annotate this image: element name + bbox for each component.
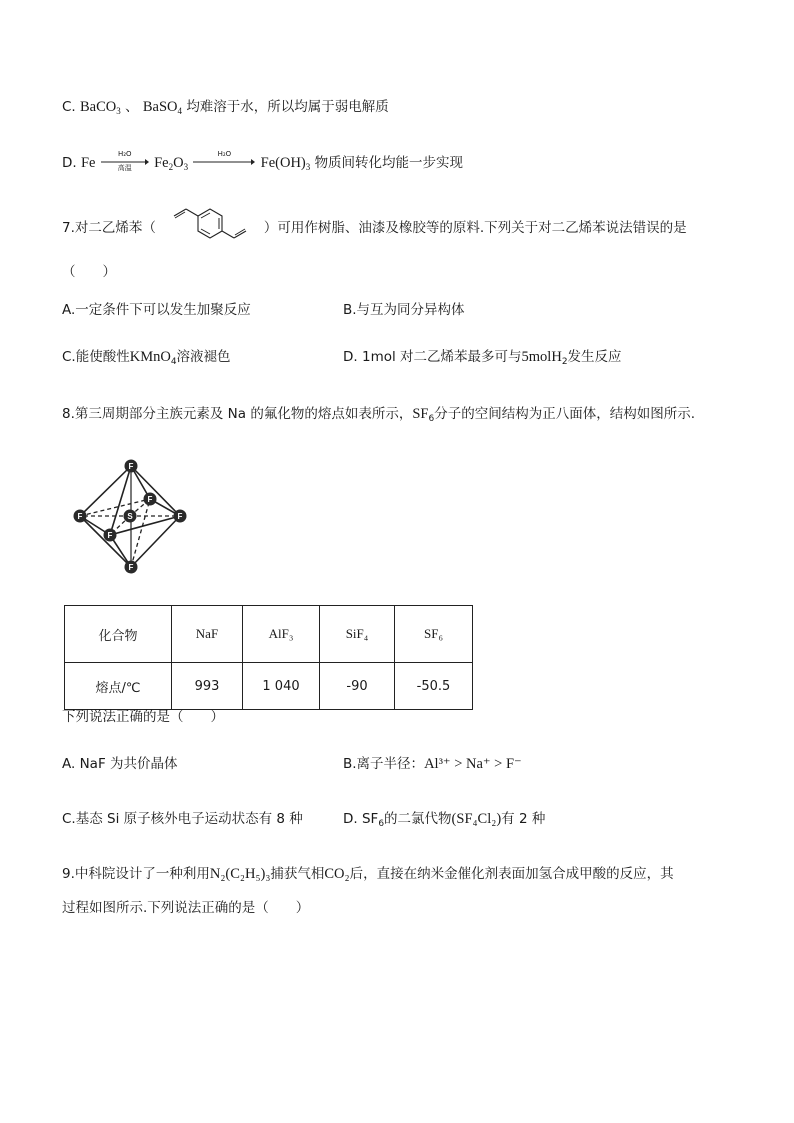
table-cell: NaF xyxy=(172,606,243,663)
q7-option-d: D. 1mol 对二乙烯苯最多可与5molH$_2$发生反应 xyxy=(343,349,622,367)
melting-point-table xyxy=(64,605,473,710)
q8-stem: 8.第三周期部分主族元素及 Na 的氟化物的熔点如表所示，$SF_6$分子的空间结构为正八面体，结构如图所示. xyxy=(62,406,696,424)
separator: 、 xyxy=(125,99,139,115)
table-cell: 化合物 xyxy=(65,606,172,663)
sf6-octahedron-figure xyxy=(62,452,212,582)
formula-baso4: BaSO$_4$ xyxy=(142,99,183,116)
formula-fe2o3: $Fe_2O_3$ xyxy=(154,155,189,172)
table-cell: 熔点/℃ xyxy=(65,663,172,710)
svg-text:F: F xyxy=(128,563,134,572)
q8-option-c: C.基态 Si 原子核外电子运动状态有 8 种 xyxy=(62,811,303,827)
svg-text:F: F xyxy=(147,495,153,504)
q6-option-c xyxy=(62,97,389,121)
answer-blank: （ ） xyxy=(62,264,116,280)
stem-text: ）可用作树脂、油漆及橡胶等的原料.下列关于对二乙烯苯说法错误的是 xyxy=(263,220,687,236)
table-cell: SiF₄ xyxy=(320,606,395,663)
option-label: D. xyxy=(62,155,77,171)
option-text: 物质间转化均能一步实现 xyxy=(314,155,464,171)
reaction-arrow-2: H₂O xyxy=(193,153,255,173)
table-header-row xyxy=(65,606,473,663)
table-cell: 1 040 xyxy=(243,663,320,710)
q9-stem-line2: 过程如图所示.下列说法正确的是（ ） xyxy=(62,900,310,916)
table-cell: -50.5 xyxy=(395,663,473,710)
table-cell: AlF₃ xyxy=(243,606,320,663)
stem-text: 7.对二乙烯苯（ xyxy=(62,220,156,236)
table-cell: SF₆ xyxy=(395,606,473,663)
q8-option-b: B.离子半径：Al³⁺ > Na⁺ > F⁻ xyxy=(343,756,522,772)
table-row xyxy=(65,663,473,710)
divinylbenzene-structure xyxy=(156,218,264,238)
q8-option-a: A. NaF 为共价晶体 xyxy=(62,756,178,772)
svg-text:F: F xyxy=(128,462,134,471)
reaction-arrow-1: H₂O 高温 xyxy=(101,153,149,173)
table-cell: 993 xyxy=(172,663,243,710)
table-cell: -90 xyxy=(320,663,395,710)
svg-text:F: F xyxy=(177,512,183,521)
q8-option-d: D. $SF_6$的二氯代物(SF₄Cl₂)有 2 种 xyxy=(343,811,546,829)
q6-option-d xyxy=(62,150,464,177)
svg-text:F: F xyxy=(77,512,83,521)
q8-question: 下列说法正确的是（ ） xyxy=(62,709,224,725)
q7-stem xyxy=(62,218,687,238)
q9-stem-line1: 9.中科院设计了一种利用N₂(C₂H₅)₃捕获气相CO₂后，直接在纳米金催化剂表面加氢合成甲酸的反应，其 xyxy=(62,866,674,882)
formula-feoh3: $Fe(OH)_3$ xyxy=(260,155,311,172)
svg-text:F: F xyxy=(107,531,113,540)
q7-option-a: A.一定条件下可以发生加聚反应 xyxy=(62,302,251,318)
option-label: C. xyxy=(62,99,76,115)
formula-baco3: BaCO$_3$ xyxy=(80,99,121,116)
formula-fe: Fe xyxy=(80,155,96,171)
q7-option-b: B.与互为同分异构体 xyxy=(343,302,465,318)
option-text: 均难溶于水，所以均属于弱电解质 xyxy=(186,99,389,115)
q7-option-c: C.能使酸性KMnO$_4$溶液褪色 xyxy=(62,349,231,367)
svg-text:S: S xyxy=(127,512,133,521)
